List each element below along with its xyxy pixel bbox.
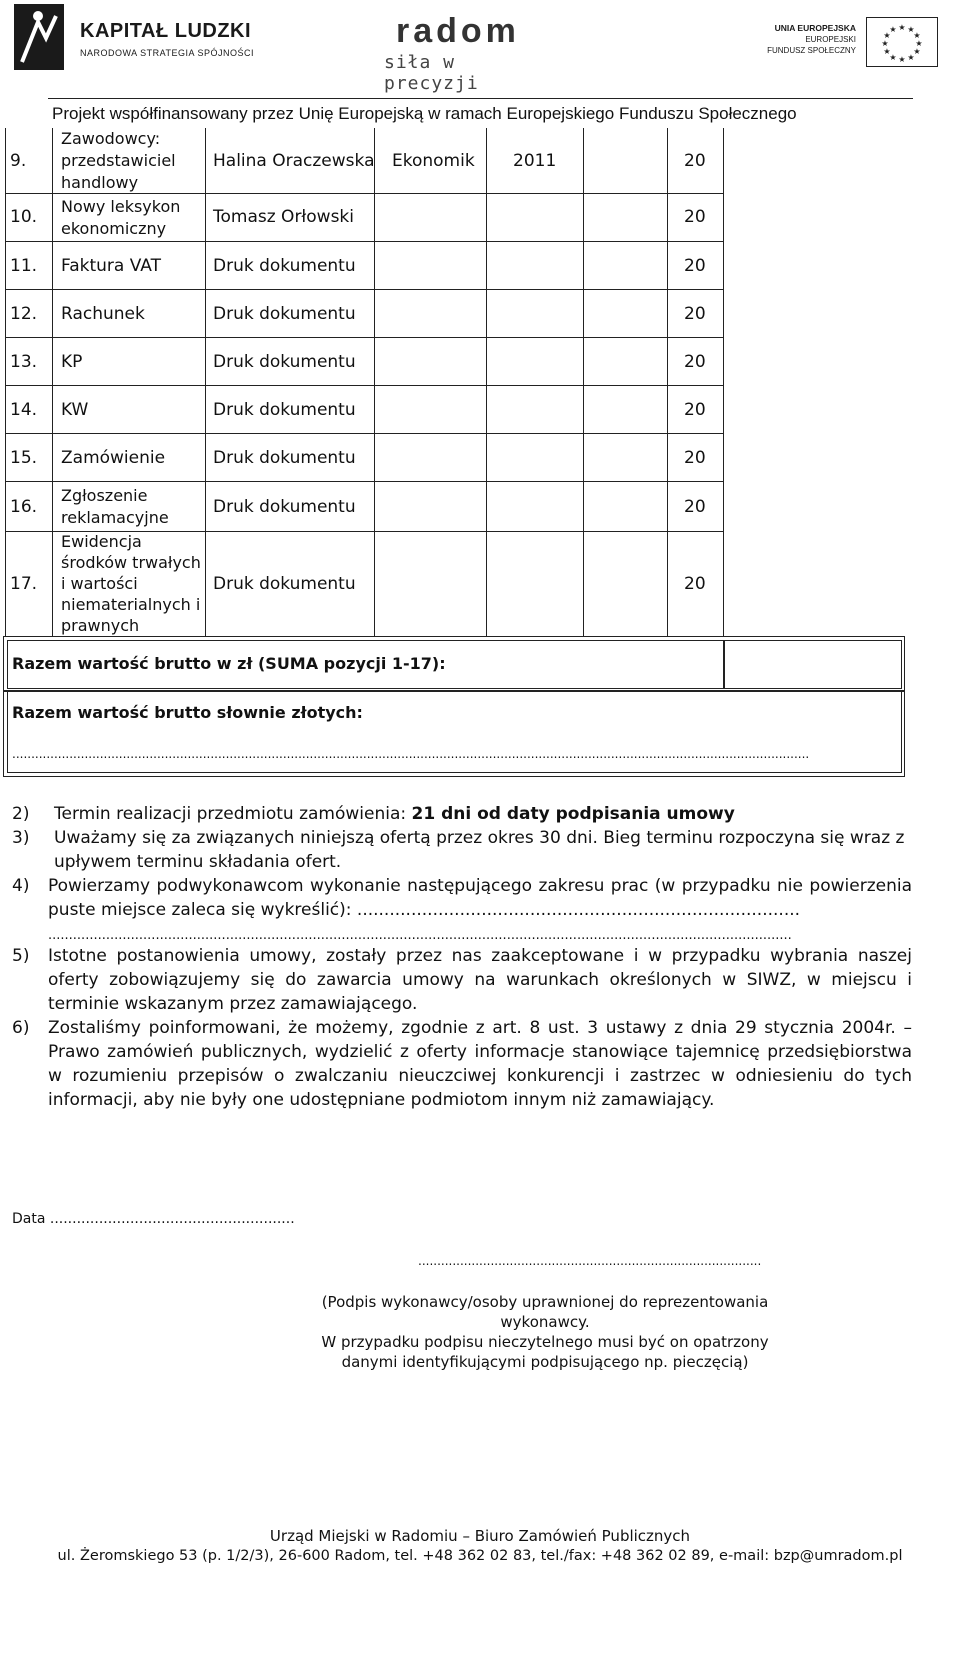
- svg-text:★: ★: [898, 23, 906, 32]
- row-name-line: KW: [61, 400, 89, 420]
- grid-line: [205, 128, 206, 636]
- footer-line-1: Urząd Miejski w Radomiu – Biuro Zamówień Publicznych: [269, 1527, 691, 1545]
- svg-text:★: ★: [883, 47, 891, 56]
- signature-line[interactable]: ..........................................................................................: [418, 1254, 762, 1268]
- point-text: Zostaliśmy poinformowani, że możemy, zgodnie z art. 8 ust. 3 ustawy z dnia 29 stycznia 2004r. – Prawo zamówień publicznych, wydzielić z oferty informacje stanowiące tajemnicę przedsiębiorstwa w rozumieniu przepisów o zwalczaniu nieuczciwej konkurencji i zastrzec w odniesieniu do tych informacji, aby nie były one udostępniane podmiotom innym niż zamawiający.: [48, 1018, 912, 1110]
- grid-line: [583, 128, 584, 636]
- row-name-line: Ewidencja: [61, 532, 142, 551]
- row-no: 11.: [10, 256, 38, 276]
- row-name-line: i wartości: [61, 574, 138, 593]
- grid-line: [5, 481, 723, 482]
- svg-text:★: ★: [898, 55, 906, 64]
- eu-flag-icon: [866, 17, 938, 67]
- row-author: Druk dokumentu: [213, 497, 356, 517]
- row-publisher: Ekonomik: [392, 151, 475, 171]
- svg-text:★: ★: [913, 31, 921, 40]
- row-no: 10.: [10, 207, 38, 227]
- signature-note-line: (Podpis wykonawcy/osoby uprawnionej do reprezentowania wykonawcy.: [321, 1293, 769, 1331]
- row-name-line: środków trwałych: [61, 553, 201, 572]
- row-author: Druk dokumentu: [213, 352, 356, 372]
- row-qty: 20: [684, 448, 706, 468]
- row-no: 15.: [10, 448, 38, 468]
- row-qty: 20: [684, 400, 706, 420]
- grid-line: [5, 289, 723, 290]
- page-header: [0, 0, 960, 123]
- point-2: [12, 802, 912, 826]
- grid-line: [5, 337, 723, 338]
- row-name-line: niematerialnych i: [61, 595, 201, 614]
- row-author: Druk dokumentu: [213, 256, 356, 276]
- point-number: 6): [12, 1018, 30, 1038]
- row-no: 16.: [10, 497, 38, 517]
- row-author: Druk dokumentu: [213, 304, 356, 324]
- row-name-line: prawnych: [61, 616, 140, 635]
- row-name-line: Rachunek: [61, 304, 145, 324]
- row-name-line: KP: [61, 352, 83, 372]
- row-name-line: przedstawiciel: [61, 151, 176, 170]
- svg-text:★: ★: [913, 47, 921, 56]
- svg-text:★: ★: [883, 31, 891, 40]
- point-3: [12, 826, 912, 874]
- grid-line: [667, 128, 668, 636]
- point-6: [12, 1016, 912, 1136]
- date-field[interactable]: Data .......................................................: [12, 1211, 295, 1227]
- words-dots: .................................................................................................................................................................................................................: [12, 747, 810, 761]
- row-no: 9.: [10, 151, 27, 171]
- radom-wordmark: radom: [396, 12, 520, 50]
- point-text: Powierzamy podwykonawcom wykonanie następującego zakresu prac (w przypadku nie powierzenia puste miejsce zaleca się wykreślić): ..................................................................................: [48, 876, 912, 920]
- grid-line: [5, 128, 6, 636]
- sum-label: Razem wartość brutto w zł (SUMA pozycji 1-17):: [12, 654, 446, 673]
- svg-text:★: ★: [907, 53, 915, 62]
- row-name-line: Nowy leksykon: [61, 197, 181, 216]
- svg-text:★: ★: [907, 25, 915, 34]
- grid-line: [5, 433, 723, 434]
- radom-logo: [378, 12, 558, 94]
- row-name-line: ekonomiczny: [61, 219, 167, 238]
- kapital-ludzki-title: KAPITAŁ LUDZKI: [80, 20, 252, 42]
- row-qty: 20: [684, 304, 706, 324]
- row-qty: 20: [684, 256, 706, 276]
- row-name-line: reklamacyjne: [61, 508, 169, 527]
- eu-line-3: FUNDUSZ SPOŁECZNY: [767, 46, 856, 55]
- point-text: [54, 802, 912, 826]
- row-no: 17.: [10, 574, 38, 594]
- svg-text:★: ★: [915, 39, 923, 48]
- point-number: 4): [12, 876, 30, 896]
- signature-note-line: W przypadku podpisu nieczytelnego musi być on opatrzony: [321, 1333, 769, 1351]
- point-text-plain: Termin realizacji przedmiotu zamówienia:: [54, 804, 412, 824]
- eu-logo-text: [767, 23, 856, 56]
- grid-line: [374, 128, 375, 636]
- cofinance-note: Projekt współfinansowany przez Unię Europejską w ramach Europejskiego Funduszu Społecznego: [52, 104, 797, 123]
- row-qty: 20: [684, 574, 706, 594]
- row-name-line: Faktura VAT: [61, 256, 161, 276]
- signature-note-line: danymi identyfikującymi podpisującego np. pieczęcią): [341, 1353, 749, 1371]
- point-number: 2): [12, 804, 30, 824]
- row-qty: 20: [684, 207, 706, 227]
- footer-line-2: ul. Żeromskiego 53 (p. 1/2/3), 26-600 Radom, tel. +48 362 02 83, tel./fax: +48 362 02 89, e-mail: bzp@umradom.pl: [57, 1548, 903, 1564]
- signature-note: [280, 1292, 810, 1372]
- kapital-ludzki-subtitle: NARODOWA STRATEGIA SPÓJNOŚCI: [80, 48, 255, 58]
- row-name-line: Zamówienie: [61, 448, 166, 468]
- grid-line: [5, 385, 723, 386]
- kapital-ludzki-logo: [12, 2, 262, 82]
- svg-text:★: ★: [881, 39, 889, 48]
- row-name-line: Zawodowcy:: [61, 129, 161, 148]
- radom-tagline: siła w precyzji: [384, 52, 479, 94]
- svg-text:★: ★: [889, 25, 897, 34]
- row-name-line: handlowy: [61, 173, 139, 192]
- row-no: 14.: [10, 400, 38, 420]
- header-divider: [48, 98, 913, 99]
- row-no: 12.: [10, 304, 38, 324]
- sum-value-cell[interactable]: [724, 640, 902, 689]
- row-qty: 20: [684, 497, 706, 517]
- grid-line: [723, 128, 724, 636]
- eu-line-2: EUROPEJSKI: [805, 35, 856, 44]
- eu-line-1: UNIA EUROPEJSKA: [774, 23, 856, 33]
- row-author: Druk dokumentu: [213, 574, 356, 594]
- grid-line: [486, 128, 487, 636]
- row-qty: 20: [684, 352, 706, 372]
- row-author: Druk dokumentu: [213, 448, 356, 468]
- row-no: 13.: [10, 352, 38, 372]
- point-number: 5): [12, 946, 30, 966]
- svg-text:★: ★: [889, 53, 897, 62]
- words-label: Razem wartość brutto słownie złotych:: [12, 703, 363, 722]
- row-author: Halina Oraczewska: [213, 151, 375, 171]
- point-number: 3): [12, 828, 30, 848]
- point-4: [12, 874, 912, 946]
- row-author: Druk dokumentu: [213, 400, 356, 420]
- point-5: [12, 944, 912, 1016]
- row-qty: 20: [684, 151, 706, 171]
- row-name-line: Zgłoszenie: [61, 486, 148, 505]
- row-author: Tomasz Orłowski: [213, 207, 354, 227]
- grid-line: [52, 128, 53, 636]
- point-text: Uważamy się za związanych niniejszą ofertą przez okres 30 dni. Bieg terminu rozpoczyna się wraz z upływem terminu składania ofert.: [54, 828, 905, 872]
- eu-logo: [760, 15, 940, 70]
- grid-line: [5, 241, 723, 242]
- point-text-bold: 21 dni od daty podpisania umowy: [411, 804, 735, 824]
- point-dots: ....................................................................................................................................................................................: [48, 928, 792, 943]
- row-year: 2011: [513, 151, 557, 171]
- point-text: Istotne postanowienia umowy, zostały przez nas zaakceptowane i w przypadku wybrania naszej oferty zobowiązujemy się do zawarcia umowy na warunkach określonych w SIWZ, w miejscu i terminie wskazanym przez zamawiającego.: [48, 946, 912, 1014]
- kapital-ludzki-emblem-icon: [12, 2, 72, 74]
